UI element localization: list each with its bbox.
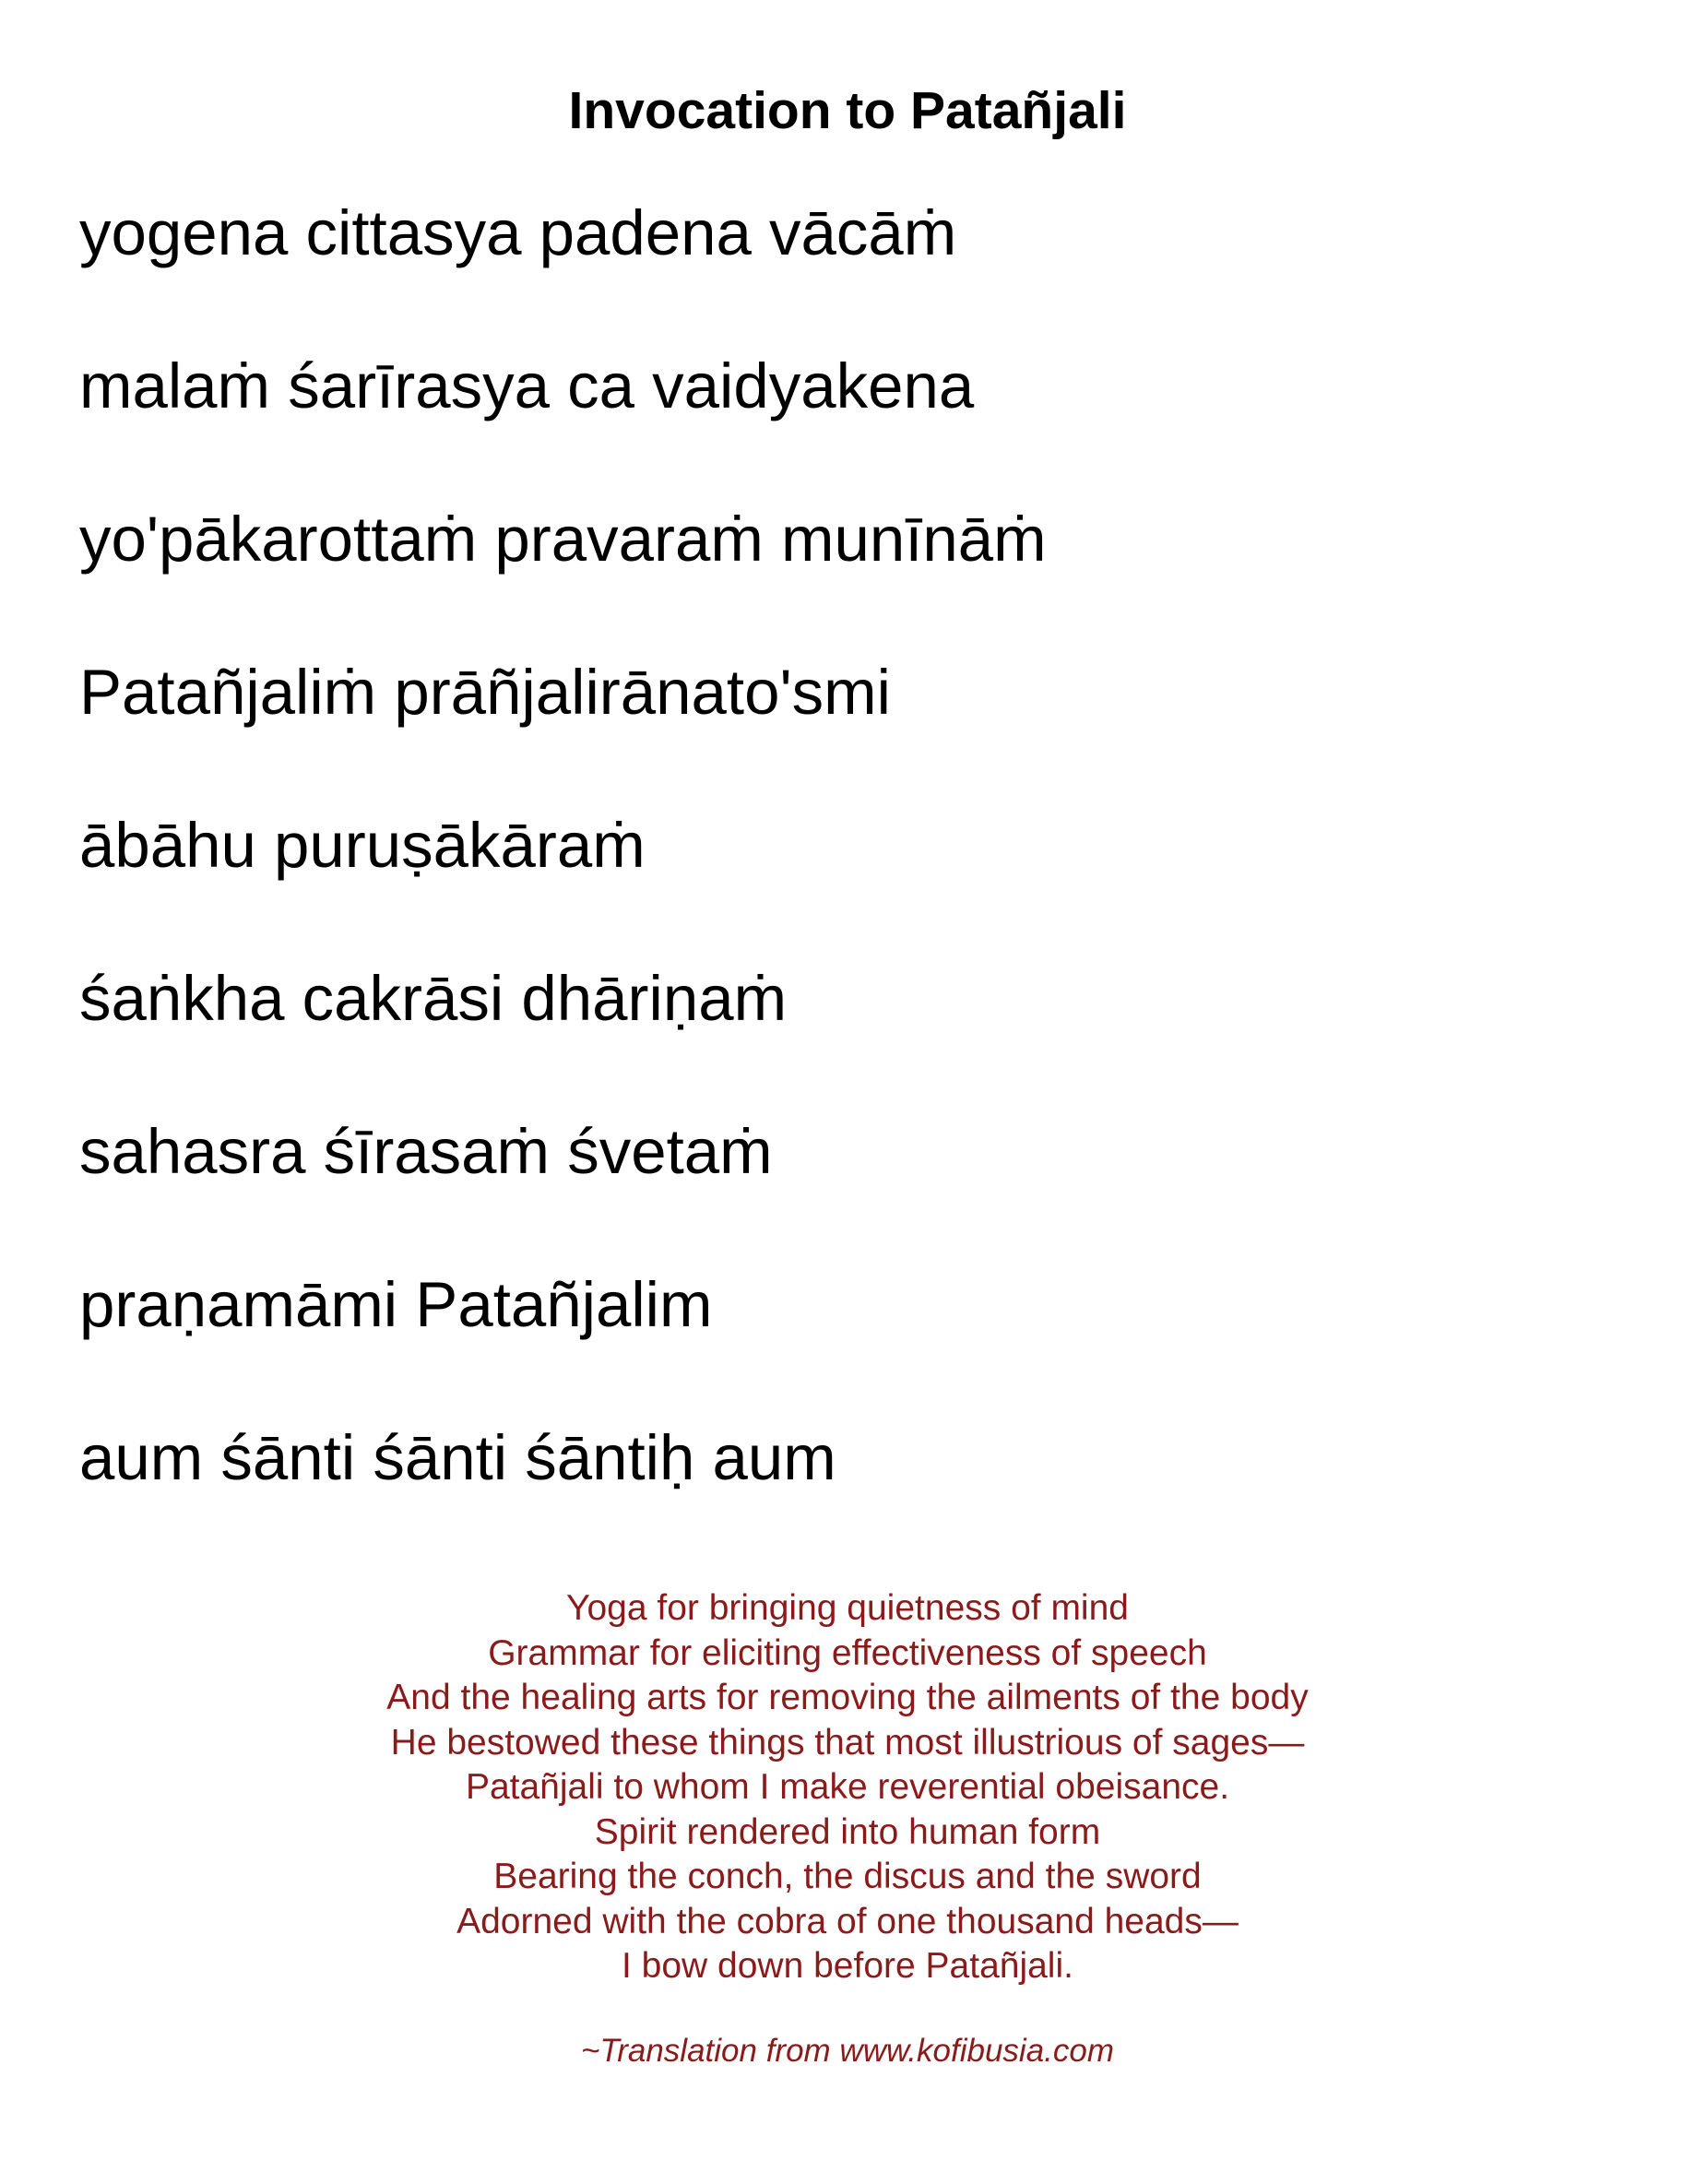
page-title: Invocation to Patañjali (568, 81, 1127, 140)
verse-line: yo'pākarottaṁ pravaraṁ munīnāṁ (79, 504, 1047, 575)
sanskrit-verse (79, 192, 1647, 1570)
english-translation (0, 1586, 1695, 1989)
translation-line: And the healing arts for removing the ailments of the body (386, 1678, 1309, 1717)
translation-line: I bow down before Patañjali. (622, 1946, 1073, 1986)
verse-line: śaṅkha cakrāsi dhāriṇaṁ (79, 963, 788, 1034)
translation-line: Spirit rendered into human form (594, 1811, 1101, 1852)
verse-line: aum śānti śānti śāntiḥ aum (79, 1422, 836, 1493)
translation-line: Grammar for eliciting effectiveness of speech (488, 1632, 1207, 1673)
verse-line: Patañjaliṁ prāñjalirānato'smi (79, 657, 891, 728)
verse-line: yogena cittasya padena vācāṁ (79, 197, 957, 268)
translation-line: Patañjali to whom I make reverential obeisance. (465, 1767, 1230, 1807)
translation-line: Yoga for bringing quietness of mind (566, 1588, 1129, 1628)
verse-line: malaṁ śarīrasya ca vaidyakena (79, 350, 975, 421)
verse-line: ābāhu puruṣākāraṁ (79, 810, 646, 881)
verse-line: sahasra śīrasaṁ śvetaṁ (79, 1116, 773, 1187)
translation-credit: ~Translation from www.kofibusia.com (580, 2033, 1115, 2069)
translation-line: Adorned with the cobra of one thousand heads— (456, 1901, 1239, 1941)
translation-line: Bearing the conch, the discus and the sword (493, 1857, 1202, 1896)
translation-line: He bestowed these things that most illustrious of sages— (390, 1722, 1305, 1763)
verse-line: praṇamāmi Patañjalim (79, 1269, 713, 1340)
